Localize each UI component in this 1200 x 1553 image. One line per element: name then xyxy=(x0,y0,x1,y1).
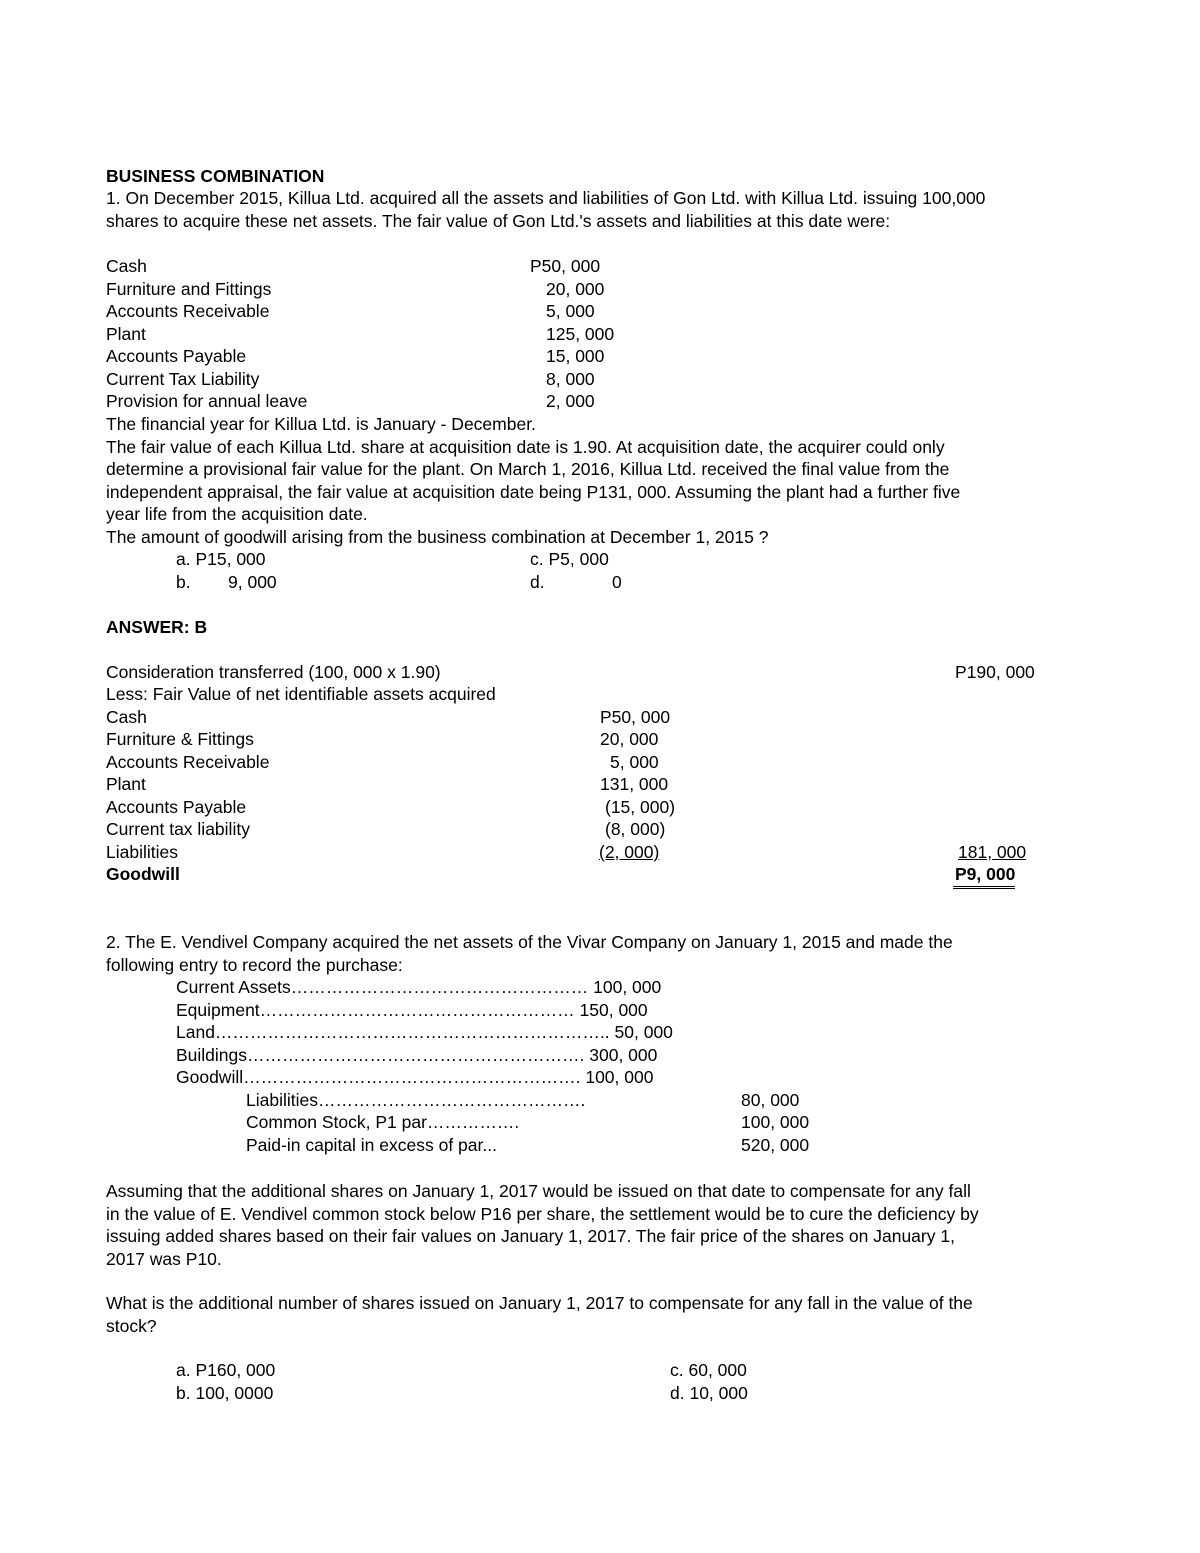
q1-item-label: Provision for annual leave xyxy=(106,391,308,411)
q1-intro-line: 1. On December 2015, Killua Ltd. acquired all the assets and liabilities of Gon Ltd. with Killua Ltd. issuing 100,000 xyxy=(106,188,986,208)
answer-row-value: 131, 000 xyxy=(600,774,669,794)
answer-row-value: (15, 000) xyxy=(605,797,676,817)
q1-item-value: 125, 000 xyxy=(546,324,615,344)
q1-text-line: independent appraisal, the fair value at acquisition date being P131, 000. Assuming the plant had a further five xyxy=(106,482,961,502)
q1-text-line: The financial year for Killua Ltd. is January - December. xyxy=(106,414,536,434)
q2-para-line: in the value of E. Vendivel common stock below P16 per share, the settlement would be to cure the deficiency by xyxy=(106,1204,979,1224)
q2-credit-label: Common Stock, P1 par……………. xyxy=(246,1112,520,1132)
q1-item-label: Cash xyxy=(106,256,147,276)
answer-row-label: Current tax liability xyxy=(106,819,250,839)
q2-choice-c: c. 60, 000 xyxy=(670,1360,747,1380)
q2-question: stock? xyxy=(106,1316,157,1336)
q1-item-value: 5, 000 xyxy=(546,301,595,321)
q1-question: The amount of goodwill arising from the business combination at December 1, 2015 ? xyxy=(106,527,769,547)
q1-item-label: Furniture and Fittings xyxy=(106,279,272,299)
answer-row-label: Accounts Payable xyxy=(106,797,247,817)
goodwill-label: Goodwill xyxy=(106,864,180,884)
q2-entry: Goodwill…………………………………………………. 100, 000 xyxy=(176,1067,654,1087)
q1-item-value: 15, 000 xyxy=(546,346,605,366)
answer-row-value: P50, 000 xyxy=(600,707,671,727)
q2-entry: Land………………………………………………………….. 50, 000 xyxy=(176,1022,673,1042)
q1-choice-b-letter: b. xyxy=(176,572,191,592)
q2-para-line: issuing added shares based on their fair values on January 1, 2017. The fair price of the shares on January 1, xyxy=(106,1226,955,1246)
q2-credit-value: 520, 000 xyxy=(741,1135,810,1155)
answer-row-label: Plant xyxy=(106,774,146,794)
q2-credit-value: 100, 000 xyxy=(741,1112,810,1132)
q1-item-label: Plant xyxy=(106,324,146,344)
q2-entry: Equipment……………………………………………… 150, 000 xyxy=(176,1000,648,1020)
answer-row-value: (2, 000) xyxy=(599,842,660,862)
q2-para-line: Assuming that the additional shares on January 1, 2017 would be issued on that date to compensate for any fall xyxy=(106,1181,971,1201)
answer-row-label: Furniture & Fittings xyxy=(106,729,254,749)
answer-row-value: (8, 000) xyxy=(605,819,666,839)
q2-entry: Buildings…………………………………………………. 300, 000 xyxy=(176,1045,658,1065)
answer-row-value: 5, 000 xyxy=(610,752,659,772)
consideration-label: Consideration transferred (100, 000 x 1.90) xyxy=(106,662,441,682)
q1-text-line: determine a provisional fair value for the plant. On March 1, 2016, Killua Ltd. received the final value from the xyxy=(106,459,950,479)
q2-para-line: 2017 was P10. xyxy=(106,1249,222,1269)
q1-intro-line: shares to acquire these net assets. The fair value of Gon Ltd.'s assets and liabilities at this date were: xyxy=(106,211,891,231)
answer-row-label: Liabilities xyxy=(106,842,178,862)
answer-row-label: Cash xyxy=(106,707,147,727)
goodwill-value: P9, 000 xyxy=(953,863,1015,889)
q1-item-value: 2, 000 xyxy=(546,391,595,411)
net-assets-total: 181, 000 xyxy=(958,842,1027,862)
q2-credit-label: Liabilities………………………………………. xyxy=(246,1090,586,1110)
q2-intro-line: following entry to record the purchase: xyxy=(106,955,403,975)
q2-credit-label: Paid-in capital in excess of par... xyxy=(246,1135,497,1155)
q1-item-value: P50, 000 xyxy=(530,256,601,276)
page-title: BUSINESS COMBINATION xyxy=(106,166,325,186)
q2-intro-line: 2. The E. Vendivel Company acquired the net assets of the Vivar Company on January 1, 2015 and made the xyxy=(106,932,953,952)
answer-row-label: Accounts Receivable xyxy=(106,752,270,772)
answer-row-value: 20, 000 xyxy=(600,729,659,749)
q1-choice-d-value: 0 xyxy=(612,572,622,592)
q2-question: What is the additional number of shares issued on January 1, 2017 to compensate for any fall in the value of the xyxy=(106,1293,973,1313)
less-label: Less: Fair Value of net identifiable assets acquired xyxy=(106,684,496,704)
q1-item-label: Current Tax Liability xyxy=(106,369,260,389)
consideration-value: P190, 000 xyxy=(955,662,1035,682)
q2-choice-a: a. P160, 000 xyxy=(176,1360,276,1380)
q1-choice-c: c. P5, 000 xyxy=(530,549,609,569)
q1-choice-d-letter: d. xyxy=(530,572,545,592)
q2-entry: Current Assets…………………………………………… 100, 000 xyxy=(176,977,662,997)
q1-choice-b-value: 9, 000 xyxy=(228,572,277,592)
q2-credit-value: 80, 000 xyxy=(741,1090,800,1110)
q2-choice-b: b. 100, 0000 xyxy=(176,1383,274,1403)
q1-item-value: 20, 000 xyxy=(546,279,605,299)
q1-choice-a: a. P15, 000 xyxy=(176,549,266,569)
q1-item-label: Accounts Payable xyxy=(106,346,247,366)
q1-text-line: The fair value of each Killua Ltd. share at acquisition date is 1.90. At acquisition date, the acquirer could only xyxy=(106,437,945,457)
q1-text-line: year life from the acquisition date. xyxy=(106,504,368,524)
answer-heading: ANSWER: B xyxy=(106,617,208,637)
q2-choice-d: d. 10, 000 xyxy=(670,1383,748,1403)
q1-item-value: 8, 000 xyxy=(546,369,595,389)
q1-item-label: Accounts Receivable xyxy=(106,301,270,321)
